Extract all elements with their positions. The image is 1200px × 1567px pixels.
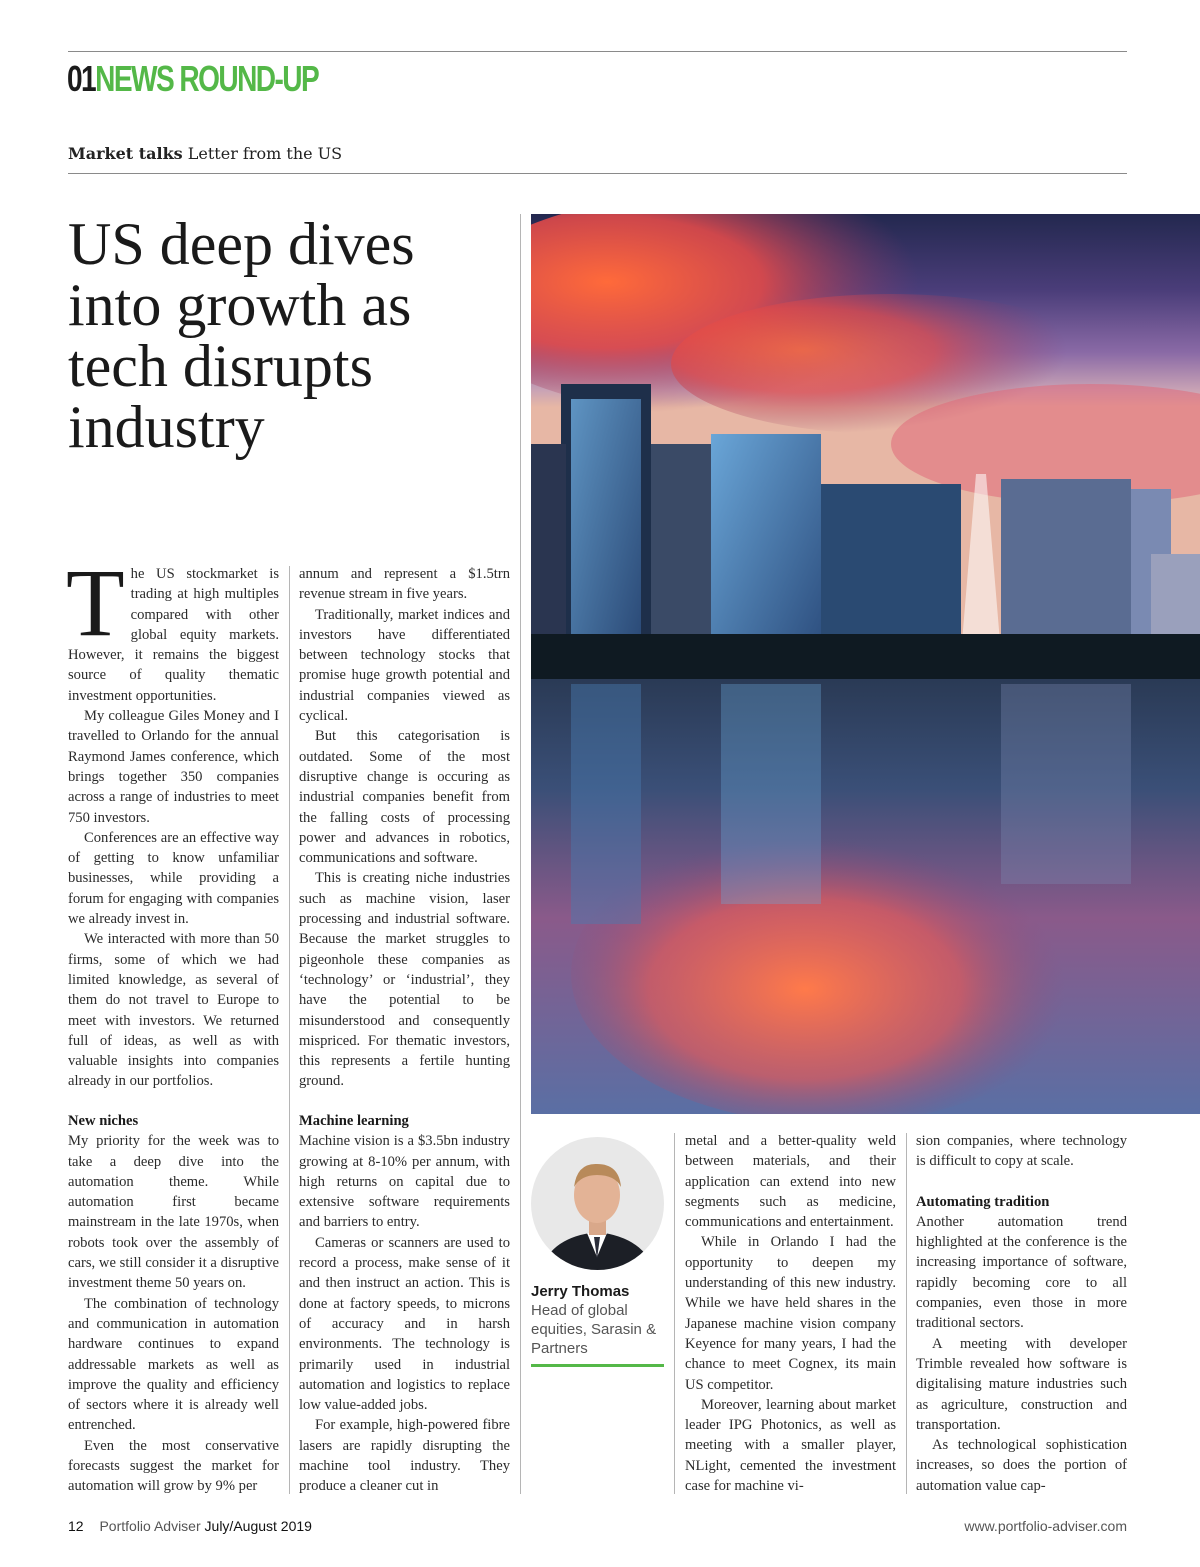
section-number: 01: [67, 58, 96, 99]
author-avatar: [531, 1137, 664, 1270]
paragraph: Moreover, learning about market leader IPG Photonics, as well as meeting with a smaller player, NLight, cemented the investment case for machine vi-: [685, 1396, 896, 1495]
paragraph: Cameras or scanners are used to record a process, make sense of it and then instruct an action. This is done at factory speeds, to microns of accuracy and in harsh environments. The technology is primarily used in industrial automation and logistics to replace low value-added jobs.: [299, 1234, 510, 1414]
section-label: NEWS ROUND-UP: [95, 58, 319, 99]
article-column-2: [299, 564, 510, 1092]
paragraph: Another automation trend highlighted at the conference is the increasing importance of software, rapidly becoming core to all companies, even those in more traditional sectors.: [916, 1213, 1127, 1332]
kicker-rule: [68, 173, 1127, 174]
paragraph: sion companies, where technology is difficult to copy at scale.: [916, 1133, 1127, 1170]
paragraph: metal and a better-quality weld between materials, and their application can extend into new segments such as medicine, communications and entertainment.: [685, 1133, 896, 1231]
kicker-rest: Letter from the US: [187, 144, 343, 163]
kicker-bold: Market talks: [68, 144, 183, 163]
paragraph: While in Orlando I had the opportunity to deepen my understanding of this new industry. While we have held shares in the Japanese machine vision company Keyence for many years, I had the chance to meet Cognex, its main US competitor.: [685, 1234, 896, 1393]
column-divider: [906, 1133, 907, 1494]
hero-photo-orlando-skyline: [531, 214, 1200, 1114]
paragraph: My colleague Giles Money and I travelled to Orlando for the annual Raymond James conference, which brings together 350 companies across a range of industries to meet 750 investors.: [68, 708, 279, 826]
page-footer-left: [68, 1518, 312, 1534]
article-column-2-lower: [299, 1111, 510, 1497]
author-role: Head of global equities, Sarasin & Partners: [531, 1302, 657, 1357]
paragraph: For example, high-powered fibre lasers are rapidly disrupting the machine tool industry. They produce a cleaner cut in: [299, 1417, 510, 1495]
subheading-new-niches: New niches: [68, 1113, 139, 1129]
publication-url[interactable]: www.portfolio-adviser.com: [964, 1518, 1127, 1534]
paragraph: Traditionally, market indices and investors have differentiated between technology stocks that promise huge growth potential and industrial companies viewed as cyclical.: [299, 606, 510, 725]
paragraph: Even the most conservative forecasts suggest the market for automation will grow by 9% per: [68, 1437, 279, 1495]
paragraph: annum and represent a $1.5trn revenue stream in five years.: [299, 566, 510, 603]
dropcap: T: [66, 549, 125, 656]
page-number: 12: [68, 1518, 84, 1534]
paragraph: My priority for the week was to take a deep dive into the automation theme. While automation first became mainstream in the late 1970s, when robots took over the assembly of cars, we still consider it a disruptive investment theme 50 years on.: [68, 1133, 279, 1292]
paragraph: A meeting with developer Trimble revealed how software is digitalising mature industries such as agriculture, construction and transportation.: [916, 1335, 1127, 1433]
paragraph: We interacted with more than 50 firms, some of which we had limited knowledge, as several of them do not travel to Europe to meet with investors. We returned full of ideas, as well as with valuable insights into companies already in our portfolios.: [68, 931, 279, 1090]
paragraph: This is creating niche industries such as machine vision, laser processing and industrial software. Because the market struggles to pigeonhole these companies as ‘technology’ or ‘industrial’, they have the potential to be misunderstood and consequently mispriced. For thematic investors, this represents a fertile hunting ground.: [299, 870, 510, 1090]
author-name: Jerry Thomas: [531, 1283, 630, 1300]
paragraph: The US stockmarket is trading at high multiples compared with other global equity markets. However, it remains the biggest source of quality thematic investment opportunities.: [66, 549, 279, 704]
article-column-4: [916, 1131, 1127, 1496]
byline-accent-rule: [531, 1364, 664, 1367]
column-divider: [289, 566, 290, 1494]
paragraph: Machine vision is a $3.5bn industry growing at 8-10% per annum, with high returns on capital due to extensive software requirements and barriers to entry.: [299, 1133, 510, 1231]
issue-date: July/August 2019: [204, 1518, 312, 1534]
kicker: [68, 144, 342, 163]
paragraph: Conferences are an effective way of getting to know unfamiliar businesses, while providing a forum for engaging with companies we already invest in.: [68, 829, 279, 928]
top-rule: [68, 51, 1127, 52]
subheading-automating-tradition: Automating tradition: [916, 1193, 1050, 1210]
paragraph: As technological sophistication increases, so does the portion of automation value cap-: [916, 1437, 1127, 1494]
paragraph: But this categorisation is outdated. Some of the most disruptive change is occuring as industrial companies benefit from the falling costs of processing power and advances in robotics, communications and software.: [299, 728, 510, 867]
publication-name: Portfolio Adviser: [99, 1518, 201, 1534]
article-column-1-lower: [68, 1111, 279, 1497]
column-divider: [674, 1133, 675, 1494]
article-column-3: [685, 1131, 896, 1496]
page-title: US deep dives into growth as tech disrupts industry: [68, 211, 415, 460]
section-tag: [67, 58, 318, 100]
subheading-machine-learning: Machine learning: [299, 1113, 409, 1129]
column-divider: [520, 214, 521, 1494]
paragraph: The combination of technology and communication in automation hardware continues to expand addressable markets as well as improve the quality and efficiency of sectors where it is already well entrenched.: [68, 1295, 279, 1434]
article-column-1: [66, 549, 279, 1092]
